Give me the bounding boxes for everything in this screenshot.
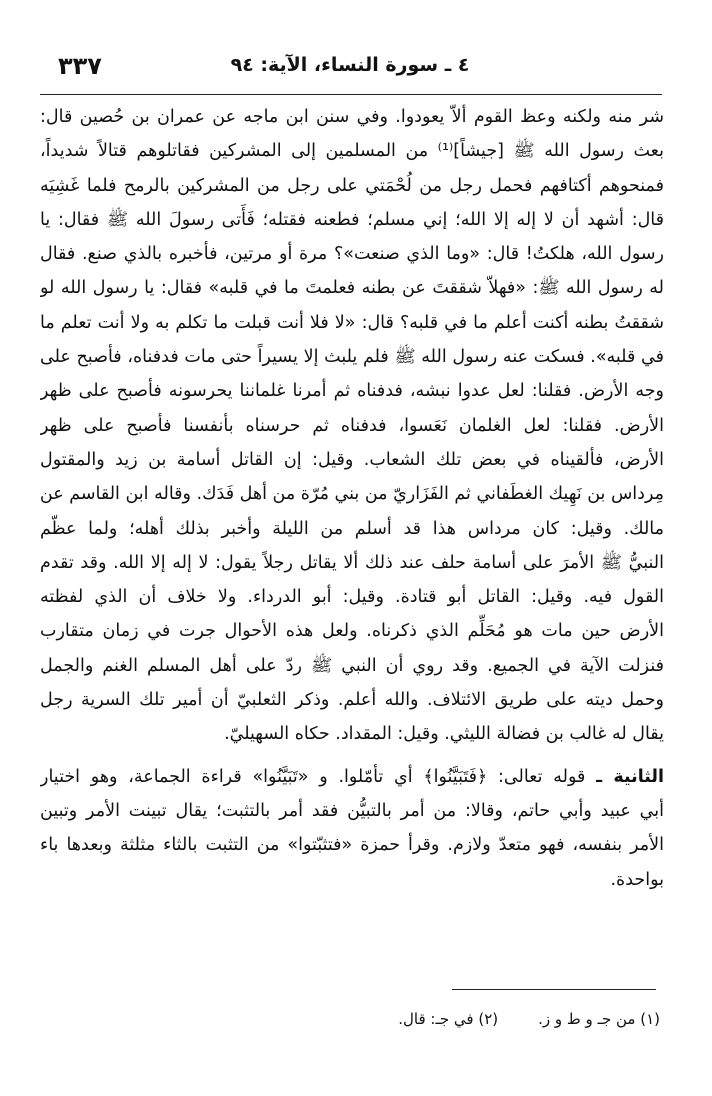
text-line: مالك. وقيل: كان مرداس هذا قد أسلم من الليلة وأخبر بذلك أهله؛ ولما عظّم — [40, 518, 664, 539]
text-line: الأمر بنفسه، فهو متعدّ ولازم. وقرأ حمزة «فتثبّتوا» من التثبت بالثاء مثلثة وبعدها باء — [40, 835, 664, 856]
paragraph-1 — [40, 100, 664, 752]
body-text — [40, 100, 664, 897]
footnote-divider — [452, 989, 656, 990]
text-line: قال: أشهد أن لا إله إلا الله؛ إني مسلم؛ فطعنه فقتله؛ فَأَتى رسولَ الله ﷺ فقال: يا — [40, 209, 664, 230]
text-line: رسول الله، هلكتُ! قال: «وما الذي صنعت»؟ مرة أو مرتين، فأخبره بالذي صنع. فقال — [40, 244, 664, 265]
text-line: فنزلت الآية في الجميع. وقد روي أن النبي ﷺ ردّ على أهل المسلم الغنم والجمل — [40, 655, 664, 676]
running-title: ٤ ـ سورة النساء، الآية: ٩٤ — [230, 54, 470, 76]
text-line: بواحدة. — [610, 869, 664, 890]
text-line-lead — [40, 760, 664, 794]
text-line: له رسول الله ﷺ: «فهلاّ شققتَ عن بطنه فعلمتَ ما في قلبه» فقال: يا رسول الله لو — [40, 278, 664, 299]
text-line: الأرض حين مات هو مُحَلِّم الذي ذكرناه. ولعل هذه الأحوال جرت في زمان متقارب — [40, 621, 664, 642]
footnote-2: (٢) في جـ: قال. — [398, 1010, 499, 1028]
paragraph-heading: الثانية ـ — [596, 766, 664, 787]
footnotes — [398, 1010, 660, 1028]
text-line: مِرداس بن نَهِيك الغطَفاني ثم الفَزَاريّ من بني مُرّة من أهل فَدَك. وقاله ابن القاسم عن — [40, 484, 664, 505]
footnote-1: (١) من جـ و ط و ز. — [538, 1010, 660, 1028]
text-line: شققتُ بطنه أكنت أعلم ما في قلبه؟ قال: «لا فلا أنت قبلت ما تكلم به ولا أنت تعلم ما — [40, 312, 664, 333]
text-line: النبيُّ ﷺ الأمرَ على أسامة حلف عند ذلك ألا يقاتل رجلاً يقول: لا إله إلا الله. وقد تقدم — [40, 552, 664, 573]
text-line: بعث رسول الله ﷺ [جيشاً]⁽¹⁾ من المسلمين إلى المشركين فقاتلوهم قتالاً شديداً، — [40, 141, 664, 162]
text-line: شر منه ولكنه وعظ القوم ألاّ يعودوا. وفي سنن ابن ماجه عن عمران بن حُصين قال: — [40, 107, 664, 127]
text-line: القول فيه. وقيل: القاتل أبو قتادة. وقيل: أبو الدرداء. ولا خلاف أن الذي لفظته — [40, 587, 664, 608]
text-line: يقال له غالب بن فضالة الليثي. وقيل: المقداد. حكاه السهيليّ. — [224, 724, 664, 745]
text-line: الأرض، فألقيناه في بعض تلك الشعاب. وقيل: إن القاتل أسامة بن زيد والمقتول — [40, 449, 664, 470]
header-divider — [40, 94, 662, 95]
text-line: الأرض. فقلنا: لعل الغلمان نَعَسوا، فدفناه ثم حرسناه بأنفسنا فأصبح على ظهر — [40, 415, 664, 436]
text-fragment: قوله تعالى: ﴿فَتَبَيَّنُوا﴾ أي تأمّلوا. و «تَبَيَّنُوا» قراءة الجماعة، وهو اختيار — [40, 766, 586, 787]
text-line: في قلبه». فسكت عنه رسول الله ﷺ فلم يلبث إلا يسيراً حتى مات فدفناه، فأصبح على — [40, 347, 664, 368]
paragraph-2 — [40, 760, 664, 897]
text-line: وحمل ديته على طريق الائتلاف. والله أعلم. وذكر الثعلبيّ أن أمير تلك السرية رجل — [40, 690, 664, 711]
page-header — [40, 48, 660, 88]
text-line: فمنحوهم أكتافهم فحمل رجل من لُحْمَتي على رجل من المشركين بالرمح فلما غَشِيَه — [40, 175, 664, 196]
paragraph-gap — [40, 752, 664, 760]
text-line: وجه الأرض. فقلنا: لعل عدوا نبشه، فدفناه ثم أمرنا غلماننا يحرسونه فأصبح على ظهر — [40, 381, 664, 402]
page-number: ٣٣٧ — [58, 52, 102, 80]
text-line: أبي عبيد وأبي حاتم، وقالا: من أمر بالتبيُّن فقد أمر بالتثبت؛ يقال تبينت الأمر وتبين — [40, 800, 664, 821]
